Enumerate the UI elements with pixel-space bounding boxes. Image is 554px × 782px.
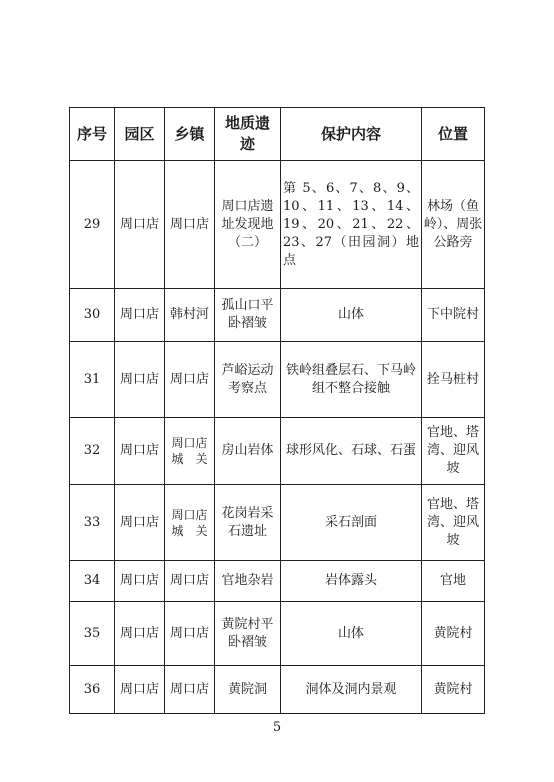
table-row — [70, 485, 485, 561]
table-row — [70, 289, 485, 342]
table-row — [70, 161, 485, 289]
cell-town: 周口店 — [165, 561, 215, 602]
cell-location: 官地、塔湾、迎风坡 — [422, 418, 485, 485]
cell-location: 黄院村 — [422, 602, 485, 666]
cell-protection: 第 5、6、7、8、9、10、11、13、14、19、20、21、22、23、27（田园洞）地点 — [281, 161, 422, 289]
table-row — [70, 666, 485, 714]
table-row — [70, 342, 485, 418]
geosite-table — [69, 107, 485, 714]
cell-location: 官地 — [422, 561, 485, 602]
cell-location: 黄院村 — [422, 666, 485, 714]
cell-serial: 34 — [70, 561, 115, 602]
cell-serial: 36 — [70, 666, 115, 714]
cell-town: 周口店 — [165, 342, 215, 418]
cell-serial: 35 — [70, 602, 115, 666]
cell-protection: 山体 — [281, 289, 422, 342]
cell-geosite: 房山岩体 — [215, 418, 281, 485]
cell-park: 周口店 — [115, 289, 165, 342]
cell-location: 林场（鱼岭）、周张公路旁 — [422, 161, 485, 289]
header-park: 园区 — [115, 108, 165, 161]
cell-location: 下中院村 — [422, 289, 485, 342]
cell-serial: 32 — [70, 418, 115, 485]
cell-town: 周口店 — [165, 666, 215, 714]
header-geosite: 地质遗迹 — [215, 108, 281, 161]
cell-location: 官地、塔湾、迎风坡 — [422, 485, 485, 561]
cell-park: 周口店 — [115, 161, 165, 289]
header-location: 位置 — [422, 108, 485, 161]
cell-town: 周口店 — [165, 161, 215, 289]
cell-protection: 岩体露头 — [281, 561, 422, 602]
cell-town: 周口店城 关 — [165, 418, 215, 485]
cell-park: 周口店 — [115, 561, 165, 602]
cell-park: 周口店 — [115, 602, 165, 666]
cell-town: 韩村河 — [165, 289, 215, 342]
cell-protection: 采石剖面 — [281, 485, 422, 561]
cell-geosite: 周口店遗址发现地（二） — [215, 161, 281, 289]
cell-protection: 球形风化、石球、石蛋 — [281, 418, 422, 485]
cell-park: 周口店 — [115, 485, 165, 561]
cell-protection: 山体 — [281, 602, 422, 666]
cell-geosite: 芦峪运动考察点 — [215, 342, 281, 418]
cell-geosite: 黄院村平卧褶皱 — [215, 602, 281, 666]
cell-town: 周口店 — [165, 602, 215, 666]
cell-park: 周口店 — [115, 418, 165, 485]
cell-protection: 铁岭组叠层石、下马岭组不整合接触 — [281, 342, 422, 418]
table-row — [70, 602, 485, 666]
cell-geosite: 黄院洞 — [215, 666, 281, 714]
cell-serial: 29 — [70, 161, 115, 289]
header-town: 乡镇 — [165, 108, 215, 161]
cell-serial: 31 — [70, 342, 115, 418]
cell-geosite: 孤山口平卧褶皱 — [215, 289, 281, 342]
cell-serial: 33 — [70, 485, 115, 561]
cell-location: 拴马桩村 — [422, 342, 485, 418]
cell-protection: 洞体及洞内景观 — [281, 666, 422, 714]
cell-town: 周口店城 关 — [165, 485, 215, 561]
table-row — [70, 418, 485, 485]
table-row — [70, 561, 485, 602]
page-number: 5 — [272, 720, 282, 735]
cell-serial: 30 — [70, 289, 115, 342]
cell-park: 周口店 — [115, 342, 165, 418]
table-header-row — [70, 108, 485, 161]
cell-geosite: 花岗岩采石遗址 — [215, 485, 281, 561]
cell-geosite: 官地杂岩 — [215, 561, 281, 602]
header-serial: 序号 — [70, 108, 115, 161]
cell-park: 周口店 — [115, 666, 165, 714]
header-protection: 保护内容 — [281, 108, 422, 161]
